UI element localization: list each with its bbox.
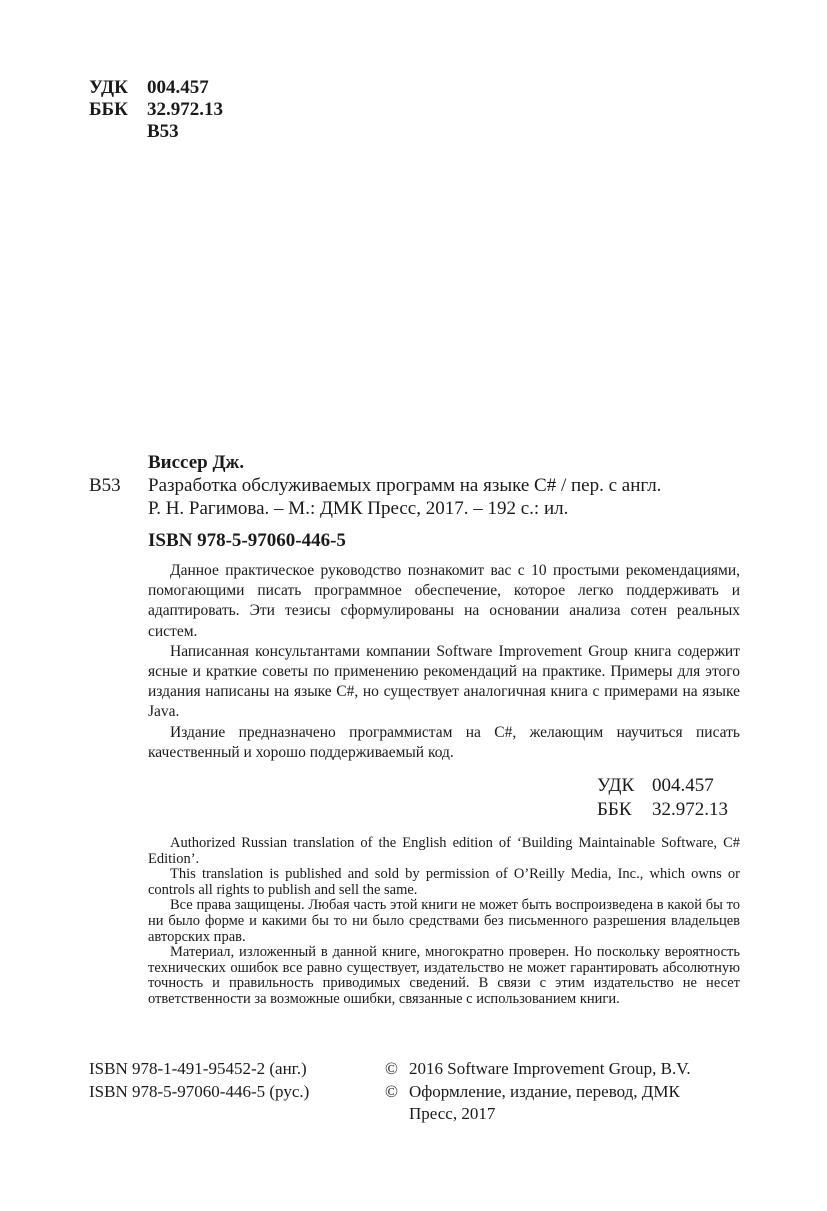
notice-paragraph: This translation is published and sold by permission of O’Reilly Media, Inc., which owns or controls all rights to publish and sell the same. bbox=[148, 866, 740, 898]
rights-notice bbox=[148, 836, 740, 1008]
title-line-2: Р. Н. Рагимова. – М.: ДМК Пресс, 2017. – 192 с.: ил. bbox=[148, 498, 569, 519]
udk-label: УДК bbox=[89, 77, 128, 98]
author-cipher-top: В53 bbox=[147, 121, 179, 142]
book-title-entry bbox=[148, 474, 740, 520]
bbk-value: 32.972.13 bbox=[147, 99, 223, 120]
author-cipher: В53 bbox=[89, 475, 121, 496]
copyright-original-text: 2016 Software Improvement Group, B.V. bbox=[409, 1059, 691, 1078]
notice-paragraph: Материал, изложенный в данной книге, многократно проверен. Но поскольку вероятность технических ошибок все равно существует, издательство не может гарантировать абсолютную точность и правильность приводимых сведений. В связи с этим издательство не несет ответственности за возможные ошибки, связанные с использованием книги. bbox=[148, 944, 740, 1007]
copyright-russian-text-1: Оформление, издание, перевод, ДМК bbox=[409, 1082, 680, 1101]
udk-value: 004.457 bbox=[147, 77, 209, 98]
copyright-symbol: © bbox=[385, 1059, 398, 1078]
cipher-top bbox=[89, 121, 179, 143]
annotation-paragraph: Данное практическое руководство познакомит вас с 10 простыми рекомендациями, помогающими писать программное обеспечение, которое легко поддерживать и адаптировать. Эти тезисы сформулированы на основании анализа сотен реальных систем. bbox=[148, 562, 740, 640]
copyright-russian bbox=[385, 1081, 737, 1125]
copyright-russian-text-2: Пресс, 2017 bbox=[409, 1104, 496, 1123]
annotation bbox=[148, 561, 740, 763]
bbk-top bbox=[89, 99, 223, 121]
copyright-symbol: © bbox=[385, 1082, 398, 1101]
isbn-russian: ISBN 978-5-97060-446-5 (рус.) bbox=[89, 1082, 310, 1101]
bbk-label: ББК bbox=[89, 99, 128, 120]
annotation-paragraph: Издание предназначено программистам на C#, желающим научиться писать качественный и хорошо поддерживаемый код. bbox=[148, 723, 740, 761]
udk-top bbox=[89, 77, 209, 99]
annotation-paragraph: Написанная консультантами компании Software Improvement Group книга содержит ясные и краткие советы по применению рекомендаций на практике. Примеры для этого издания написаны на языке C#, но существует аналогичная книга с примерами на языке Java. bbox=[148, 642, 740, 721]
udk-label-right: УДК bbox=[597, 775, 635, 796]
isbn-english: ISBN 978-1-491-95452-2 (анг.) bbox=[89, 1059, 307, 1078]
isbn-main: ISBN 978-5-97060-446-5 bbox=[148, 530, 346, 551]
notice-paragraph: Все права защищены. Любая часть этой книги не может быть воспроизведена в какой бы то ни было форме и какими бы то ни было средствами без письменного разрешения владельцев авторских прав. bbox=[148, 897, 740, 945]
udk-right bbox=[597, 774, 714, 798]
title-line-1: Разработка обслуживаемых программ на языке C# / пер. с англ. bbox=[148, 475, 662, 496]
bbk-value-right: 32.972.13 bbox=[652, 799, 728, 820]
udk-value-right: 004.457 bbox=[652, 775, 714, 796]
notice-paragraph: Authorized Russian translation of the English edition of ‘Building Maintainable Software, C# Edition’. bbox=[148, 835, 740, 867]
author-name: Виссер Дж. bbox=[148, 452, 245, 473]
copyright-original bbox=[385, 1058, 737, 1080]
bbk-label-right: ББК bbox=[597, 799, 632, 820]
bbk-right bbox=[597, 798, 728, 822]
